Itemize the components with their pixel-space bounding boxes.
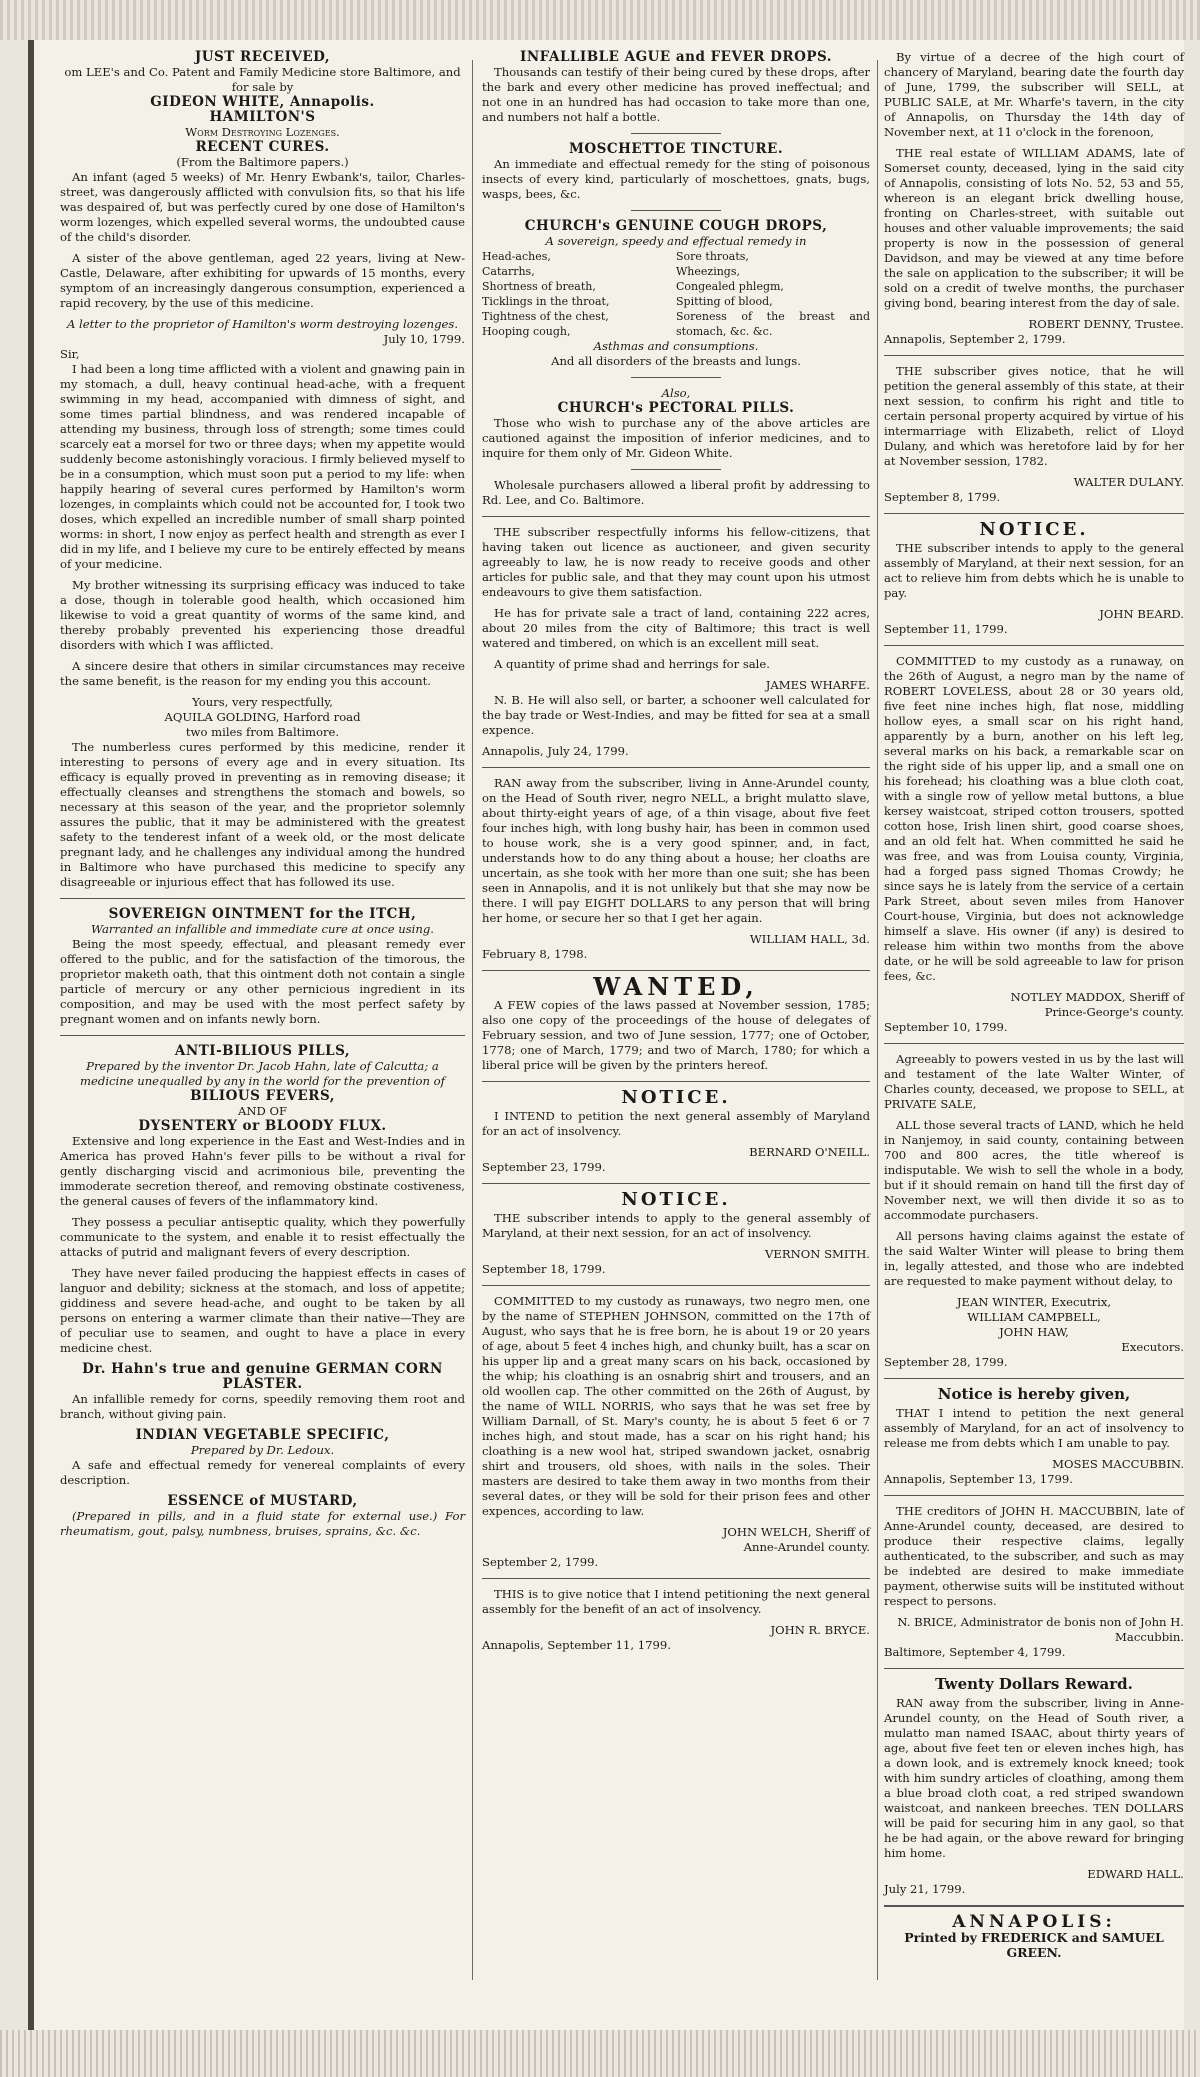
committed-signature-county: Anne-Arundel county. (743, 1540, 870, 1554)
letter-date: July 10, 1799. (383, 332, 465, 346)
notice-paragraph: THE subscriber intends to apply to the general assembly of Maryland, at their next session, for an act of insolvency. (482, 1211, 870, 1240)
divider (631, 133, 721, 134)
notice-paragraph: I INTEND to petition the next general assembly of Maryland for an act of insolvency. (482, 1109, 870, 1138)
mustard-paragraph: (Prepared in pills, and in a fluid state for external use.) For rheumatism, gout, palsy, numbness, bruises, sprains, &c. &c. (60, 1509, 465, 1538)
column-rule (472, 60, 473, 1980)
winter-paragraph: ALL those several tracts of LAND, which he held in Nanjemoy, in said county, containing between 700 and 800 acres, the title whereof is indisputable. We wish to sell the whole in a body, but if it should remain on hand till the first day of November next, we will then divide it so as to accommodate purchasers. (884, 1118, 1184, 1222)
loveless-date: September 10, 1799. (884, 1020, 1008, 1034)
seller-name: GIDEON WHITE, Annapolis. (150, 94, 375, 110)
winter-intro: Agreeably to powers vested in us by the last will and testament of the late Walter Winter, of Charles county, deceased, we propose to SELL, at PRIVATE SALE, (884, 1052, 1184, 1111)
dysentery: DYSENTERY or BLOODY FLUX. (138, 1118, 387, 1134)
cough-end: And all disorders of the breasts and lungs. (551, 354, 801, 368)
anti-bilious-title: ANTI-BILIOUS PILLS, (174, 1043, 351, 1059)
ailment: Soreness of the breast and stomach, &c. &c. (676, 310, 870, 338)
divider (482, 1578, 870, 1579)
notice-date: September 11, 1799. (884, 622, 1008, 636)
wharfe-signature: JAMES WHARFE. (765, 678, 870, 692)
letter-paragraph: I had been a long time afflicted with a violent and gnawing pain in my stomach, a dull, heavy continual head-ache, with a frequent swimming in my head, accompanied with dimness of sight, and some times partial blindness, and was rendered incapable of attending my business, through loss of strength; some times could scarcely eat a morsel for two or three days; when my appetite would suddenly become astonishingly voracious. I firmly believed myself to be in a consumption, which must soon put a period to my life: when happily hearing of several cures performed by Hamilton's worm lozenges, in complaints which could not be accounted for, I took two doses, which expelled an incredible number of small sharp pointed worms: in short, I now enjoy as perfect health and strength as ever I did in my life, and I believe my cure to be entirely effected by means of your medicine. (60, 362, 465, 571)
winter-executors: Executors. (1121, 1340, 1184, 1354)
salutation: Sir, (60, 347, 80, 361)
creditors-paragraph: THE creditors of JOHN H. MACCUBBIN, late of Anne-Arundel county, deceased, are desired to produce their respective claims, legally authenticated, to the subscriber, and such as may be indebted are desired to make immediate payment, otherwise suits will be instituted without respect to persons. (884, 1504, 1184, 1608)
creditors-date: Baltimore, September 4, 1799. (884, 1645, 1066, 1659)
divider (482, 1285, 870, 1286)
divider (884, 355, 1184, 356)
also: Also, (661, 386, 691, 400)
divider (884, 1668, 1184, 1669)
anti-bilious-subtitle: Prepared by the inventor Dr. Jacob Hahn, late of Calcutta; a medicine unequalled by any in the world for the prevention of (80, 1059, 445, 1088)
anti-paragraph: They possess a peculiar antiseptic quality, which they powerfully communicate to the system, and enable it to resist effectually the attacks of putrid and malignant fevers of every description. (60, 1215, 465, 1259)
ague-paragraph: Thousands can testify of their being cured by these drops, after the bark and every other medicine has proved ineffectual; and not one in an hundred has had occasion to take more than one, and numbers not half a bottle. (482, 65, 870, 124)
winter-date: September 28, 1799. (884, 1355, 1008, 1369)
tincture-title: MOSCHETTOE TINCTURE. (568, 141, 784, 157)
indian-subtitle: Prepared by Dr. Ledoux. (190, 1443, 335, 1457)
reward-date: July 21, 1799. (884, 1882, 966, 1896)
ailment: Congealed phlegm, (676, 280, 784, 293)
caution-paragraph: Those who wish to purchase any of the above articles are cautioned against the imposition of inferior medicines, and to inquire for them only of Mr. Gideon White. (482, 416, 870, 460)
ailment: Tightness of the chest, (482, 310, 609, 323)
reward-signature: EDWARD HALL. (1087, 1867, 1184, 1881)
corn-paragraph: An infallible remedy for corns, speedily removing them root and branch, without giving pain. (60, 1392, 465, 1421)
wanted-title: WANTED, (593, 972, 759, 1001)
column-3 (884, 50, 1184, 1960)
ailment: Ticklings in the throat, (482, 295, 610, 308)
committed-date: September 2, 1799. (482, 1555, 599, 1569)
runaway-paragraph: RAN away from the subscriber, living in Anne-Arundel county, on the Head of South river, negro NELL, a bright mulatto slave, about thirty-eight years of age, of a thin visage, about five feet four inches high, with long bushy hair, has been in common used to house work, she is a very good spinner, and, in fact, understands how to do any thing about a house; her cloaths are uncertain, as she took with her more than one suit; she has been seen in Annapolis, and it is not unlikely but that she may now be there. I will pay EIGHT DOLLARS to any person that will bring her home, or secure her so that I get her again. (482, 776, 870, 925)
numberless-paragraph: The numberless cures performed by this medicine, render it interesting to persons of every age and in every situation. Its efficacy is equally proved in preventing as in removing disease; it effectually cleanses and strengthens the stomach and bowels, so necessary at this season of the year, and the proprietor solemnly assures the public, that it may be administered with the greatest safety to the tenderest infant of a week old, or the most delicate pregnant lady, and he challenges any individual among the hundred in Baltimore who have purchased this medicine to specify any disagreeable or injurious effect that has followed its use. (60, 740, 465, 889)
wharfe-paragraph: He has for private sale a tract of land, containing 222 acres, about 20 miles from the city of Baltimore; this tract is well watered and timbered, on which is an excellent mill seat. (482, 606, 870, 650)
loveless-signature-county: Prince-George's county. (1044, 1005, 1184, 1019)
runaway-date: February 8, 1798. (482, 947, 588, 961)
divider (631, 469, 721, 470)
notice-signature: VERNON SMITH. (765, 1247, 870, 1261)
letter-paragraph: My brother witnessing its surprising efficacy was induced to take a dose, though in tolerable good health, which occasioned him likewise to void a great quantity of worms of the same kind, and thereby probably prevented his experiencing those dreadful disorders with which I was afflicted. (60, 578, 465, 652)
recent-cures: RECENT CURES. (195, 139, 330, 155)
from-papers: (From the Baltimore papers.) (176, 155, 349, 169)
pectoral-title: CHURCH's PECTORAL PILLS. (557, 400, 795, 416)
creditors-signature: N. BRICE, Administrator de bonis non of John H. Maccubbin. (897, 1615, 1184, 1644)
anti-paragraph: They have never failed producing the happiest effects in cases of languor and debility; sickness at the stomach, and loss of appetite; giddiness and severe head-ache, and ought to be taken by all persons on entering a warmer climate than their native—They are of peculiar use to seamen, and ought to have a place in every medicine chest. (60, 1266, 465, 1355)
notice-signature: JOHN BEARD. (1099, 607, 1184, 621)
divider (482, 1081, 870, 1082)
tincture-paragraph: An immediate and effectual remedy for the sting of poisonous insects of every kind, particularly of moschettoes, gnats, bugs, wasps, bees, &c. (482, 157, 870, 201)
bryce-signature: JOHN R. BRYCE. (770, 1623, 870, 1637)
divider (884, 1043, 1184, 1044)
wharfe-nb: N. B. He will also sell, or barter, a schooner well calculated for the bay trade or West-Indies, and may be fitted for sea at a small expence. (482, 693, 870, 737)
divider (884, 1378, 1184, 1379)
divider (884, 645, 1184, 646)
notice-title: NOTICE. (979, 519, 1089, 540)
winter-signature: JEAN WINTER, Executrix, (956, 1295, 1112, 1309)
divider (482, 1183, 870, 1184)
indian-specific-title: INDIAN VEGETABLE SPECIFIC, (135, 1427, 390, 1443)
imprint-city: ANNAPOLIS: (952, 1912, 1116, 1932)
cough-title: CHURCH's GENUINE COUGH DROPS, (524, 218, 828, 234)
loveless-signature: NOTLEY MADDOX, Sheriff of (1010, 990, 1184, 1004)
ailment: Hooping cough, (482, 325, 571, 338)
adams-signature: ROBERT DENNY, Trustee. (1028, 317, 1184, 331)
wanted-paragraph: A FEW copies of the laws passed at November session, 1785; also one copy of the proceedings of the house of delegates of February session, and two of June session, 1777; one of October, 1778; one of March, 1779; and two of March, 1780; for which a liberal price will be given by the printers hereof. (482, 998, 870, 1072)
divider (631, 377, 721, 378)
hereby-title: Notice is hereby given, (937, 1385, 1131, 1403)
asthmas: Asthmas and consumptions. (593, 339, 759, 353)
ailment: Shortness of breath, (482, 280, 596, 293)
notice-paragraph: THE subscriber intends to apply to the general assembly of Maryland, at their next session, for an act to relieve him from debts which he is unable to pay. (884, 541, 1184, 600)
ailments-list (482, 249, 870, 339)
heading-just-received: JUST RECEIVED, (194, 49, 331, 65)
notice-signature: BERNARD O'NEILL. (749, 1145, 870, 1159)
adams-paragraph: THE real estate of WILLIAM ADAMS, late of Somerset county, deceased, lying in the said city of Annapolis, consisting of lots No. 52, 53 and 55, whereon is an elegant brick dwelling house, fronting on Charles-street, with suitable out houses and other valuable improvements; the said property is now in the possession of general Davidson, and may be viewed at any time before the sale on application to the subscriber; it will be sold on a credit of twelve months, the purchaser giving bond, bearing interest from the day of sale. (884, 146, 1184, 310)
scan-top-margin (0, 0, 1200, 40)
ailment: Wheezings, (676, 265, 740, 278)
ailment: Catarrhs, (482, 265, 535, 278)
adams-date: Annapolis, September 2, 1799. (884, 332, 1066, 346)
divider (631, 210, 721, 211)
ointment-subtitle: Warranted an infallible and immediate cure at once using. (91, 922, 434, 936)
dulany-signature: WALTER DULANY. (1073, 475, 1184, 489)
notice-date: September 18, 1799. (482, 1262, 606, 1276)
winter-signature: WILLIAM CAMPBELL, (967, 1310, 1101, 1324)
indian-paragraph: A safe and effectual remedy for venereal complaints of every description. (60, 1458, 465, 1487)
wharfe-paragraph: THE subscriber respectfully informs his fellow-citizens, that having taken out licence as auctioneer, and given security agreeably to law, he is now ready to receive goods and other articles for public sale, and that they may count upon his utmost endeavours to give them satisfaction. (482, 525, 870, 599)
column-1 (60, 50, 465, 1545)
letter-paragraph: A sincere desire that others in similar circumstances may receive the same benefit, is the reason for my ending you this account. (60, 659, 465, 688)
divider (60, 898, 465, 899)
divider (482, 516, 870, 517)
cure-paragraph: A sister of the above gentleman, aged 22 years, living at New-Castle, Delaware, after exhibiting for upwards of 15 months, every symptom of an increasingly dangerous consumption, experienced a rapid recovery, by the use of this medicine. (60, 251, 465, 310)
ointment-title: SOVEREIGN OINTMENT for the ITCH, (108, 906, 417, 922)
ointment-paragraph: Being the most speedy, effectual, and pleasant remedy ever offered to the public, and for the satisfaction of the timorous, the proprietor maketh oath, that this ointment doth not contain a single particle of mercury or any other pernicious ingredient in its composition, and may be used with the most perfect safety by pregnant women and on infants newly born. (60, 937, 465, 1026)
column-rule (877, 60, 878, 1980)
corn-plaster-title: Dr. Hahn's true and genuine GERMAN CORN PLASTER. (82, 1361, 443, 1392)
divider (482, 767, 870, 768)
and-of: AND OF (237, 1104, 288, 1118)
dulany-date: September 8, 1799. (884, 490, 1001, 504)
reward-paragraph: RAN away from the subscriber, living in Anne-Arundel county, on the Head of South river, a mulatto man named ISAAC, about thirty years of age, about five feet ten or eleven inches high, has a down look, and is extremely knock kneed; took with him sundry articles of cloathing, among them a blue broad cloth coat, a red striped swandown waistcoat, and nankeen breeches. TEN DOLLARS will be paid for securing him in any gaol, so that he be had again, or the above reward for bringing him home. (884, 1696, 1184, 1860)
scan-bottom-margin (0, 2030, 1200, 2077)
letter-title: A letter to the proprietor of Hamilton's worm destroying lozenges. (66, 317, 459, 331)
winter-signature: JOHN HAW, (999, 1325, 1069, 1339)
divider (60, 1035, 465, 1036)
bryce-date: Annapolis, September 11, 1799. (482, 1638, 671, 1652)
imprint-printer: Printed by FREDERICK and SAMUEL GREEN. (904, 1930, 1164, 1960)
winter-paragraph: All persons having claims against the estate of the said Walter Winter will please to bring them in, legally attested, and those who are indebted are requested to make payment without delay, to (884, 1229, 1184, 1288)
dulany-paragraph: THE subscriber gives notice, that he will petition the general assembly of this state, at their next session, to confirm his right and title to certain personal property acquired by virtue of his intermarriage with Elizabeth, relict of Lloyd Dulany, and which was heretofore laid by for her at November session, 1782. (884, 364, 1184, 468)
decree-paragraph: By virtue of a decree of the high court of chancery of Maryland, bearing date the fourth day of June, 1799, the subscriber will SELL, at PUBLIC SALE, at Mr. Wharfe's tavern, in the city of Annapolis, on Thursday the 14th day of November next, at 11 o'clock in the forenoon, (884, 50, 1184, 139)
wharfe-paragraph: A quantity of prime shad and herrings for sale. (494, 657, 770, 671)
hamiltons-title: HAMILTON'S (209, 109, 316, 125)
divider (884, 1495, 1184, 1496)
reward-title: Twenty Dollars Reward. (935, 1675, 1133, 1693)
ailment: Spitting of blood, (676, 295, 773, 308)
ailments-right (676, 249, 870, 339)
ague-title: INFALLIBLE AGUE and FEVER DROPS. (520, 49, 832, 65)
mustard-title: ESSENCE of MUSTARD, (167, 1493, 358, 1509)
divider (482, 970, 870, 971)
divider (884, 1905, 1184, 1907)
loveless-paragraph: COMMITTED to my custody as a runaway, on the 26th of August, a negro man by the name of ROBERT LOVELESS, about 28 or 30 years old, five feet nine inches high, flat nose, middling hollow eyes, a small scar on his right hand, apparently by a burn, another on his left leg, several marks on his back, a remarkable scar on the right side of his upper lip, and a small one on his forehead; his cloathing was a blue cloth coat, with a single row of yellow metal buttons, a blue kersey waistcoat, striped cotton trousers, spotted cotton hose, Irish linen shirt, good coarse shoes, and an old felt hat. When committed he said he was free, and was from Louisa county, Virginia, had a forged pass signed Thomas Crowdy; he since says he is lately from the service of a certain Park Street, about seven miles from Hanover Court-house, Virginia, but does not acknowledge himself a slave. His owner (if any) is desired to release him within two months from the above date, or he will be sold agreeable to law for prison fees, &c. (884, 654, 1184, 983)
yours: Yours, very respectfully, (192, 695, 333, 709)
runaway-signature: WILLIAM HALL, 3d. (749, 932, 870, 946)
bryce-paragraph: THIS is to give notice that I intend petitioning the next general assembly for the benefit of an act of insolvency. (482, 1587, 870, 1616)
notice-date: September 23, 1799. (482, 1160, 606, 1174)
committed-signature: JOHN WELCH, Sheriff of (722, 1525, 870, 1539)
signature: AQUILA GOLDING, Harford road (164, 710, 361, 724)
ailments-left (482, 249, 668, 339)
notice-title: NOTICE. (621, 1189, 731, 1210)
worm-subtitle: Worm Destroying Lozenges. (185, 125, 340, 139)
hereby-date: Annapolis, September 13, 1799. (884, 1472, 1073, 1486)
heading-lee: om LEE's and Co. Patent and Family Medicine store Baltimore, and for sale by (64, 65, 461, 94)
cure-paragraph: An infant (aged 5 weeks) of Mr. Henry Ewbank's, tailor, Charles-street, was dangerously afflicted with convulsion fits, so that his life was despaired of, but was perfectly cured by one dose of Hamilton's worm lozenges, which expelled several worms, the undoubted cause of the child's disorder. (60, 170, 465, 244)
wholesale-paragraph: Wholesale purchasers allowed a liberal profit by addressing to Rd. Lee, and Co. Baltimore. (482, 478, 870, 507)
hereby-signature: MOSES MACCUBBIN. (1052, 1457, 1184, 1471)
divider (884, 513, 1184, 514)
signature-place: two miles from Baltimore. (185, 725, 340, 739)
committed-paragraph: COMMITTED to my custody as runaways, two negro men, one by the name of STEPHEN JOHNSON, committed on the 17th of August, who says that he is free born, he is about 19 or 20 years of age, about 5 feet 4 inches high, and chunky built, has a scar on his upper lip and a great many scars on his back, occasioned by the whip; his cloathing is an osnabrig shirt and trousers, and an old woollen cap. The other committed on the 26th of August, by the name of WILL NORRIS, who says that he was set free by William Darnall, of St. Mary's county, he is about 5 feet 6 or 7 inches high, and stout made, has a scar on his right hand; his cloathing is a new wool hat, striped swandown jacket, osnabrig shirt and trousers, old shoes, with nails in the soles. Their masters are desired to take them away in two months from their several dates, or they will be sold for their prison fees and other expences, according to law. (482, 1294, 870, 1518)
ailment: Sore throats, (676, 250, 749, 263)
bilious-fevers: BILIOUS FEVERS, (190, 1088, 335, 1104)
anti-paragraph: Extensive and long experience in the East and West-Indies and in America has proved Hahn's fever pills to be without a rival for gently discharging viscid and acrimonious bile, preventing the immoderate secretion thereof, and removing obstinate costiveness, the general causes of fevers of the inflammatory kind. (60, 1134, 465, 1208)
hereby-paragraph: THAT I intend to petition the next general assembly of Maryland, for an act of insolvency to release me from debts which I am unable to pay. (884, 1406, 1184, 1450)
wharfe-date: Annapolis, July 24, 1799. (482, 744, 629, 758)
ailment: Head-aches, (482, 250, 551, 263)
notice-title: NOTICE. (621, 1087, 731, 1108)
column-2 (482, 50, 870, 1653)
cough-subtitle: A sovereign, speedy and effectual remedy in (545, 234, 807, 248)
